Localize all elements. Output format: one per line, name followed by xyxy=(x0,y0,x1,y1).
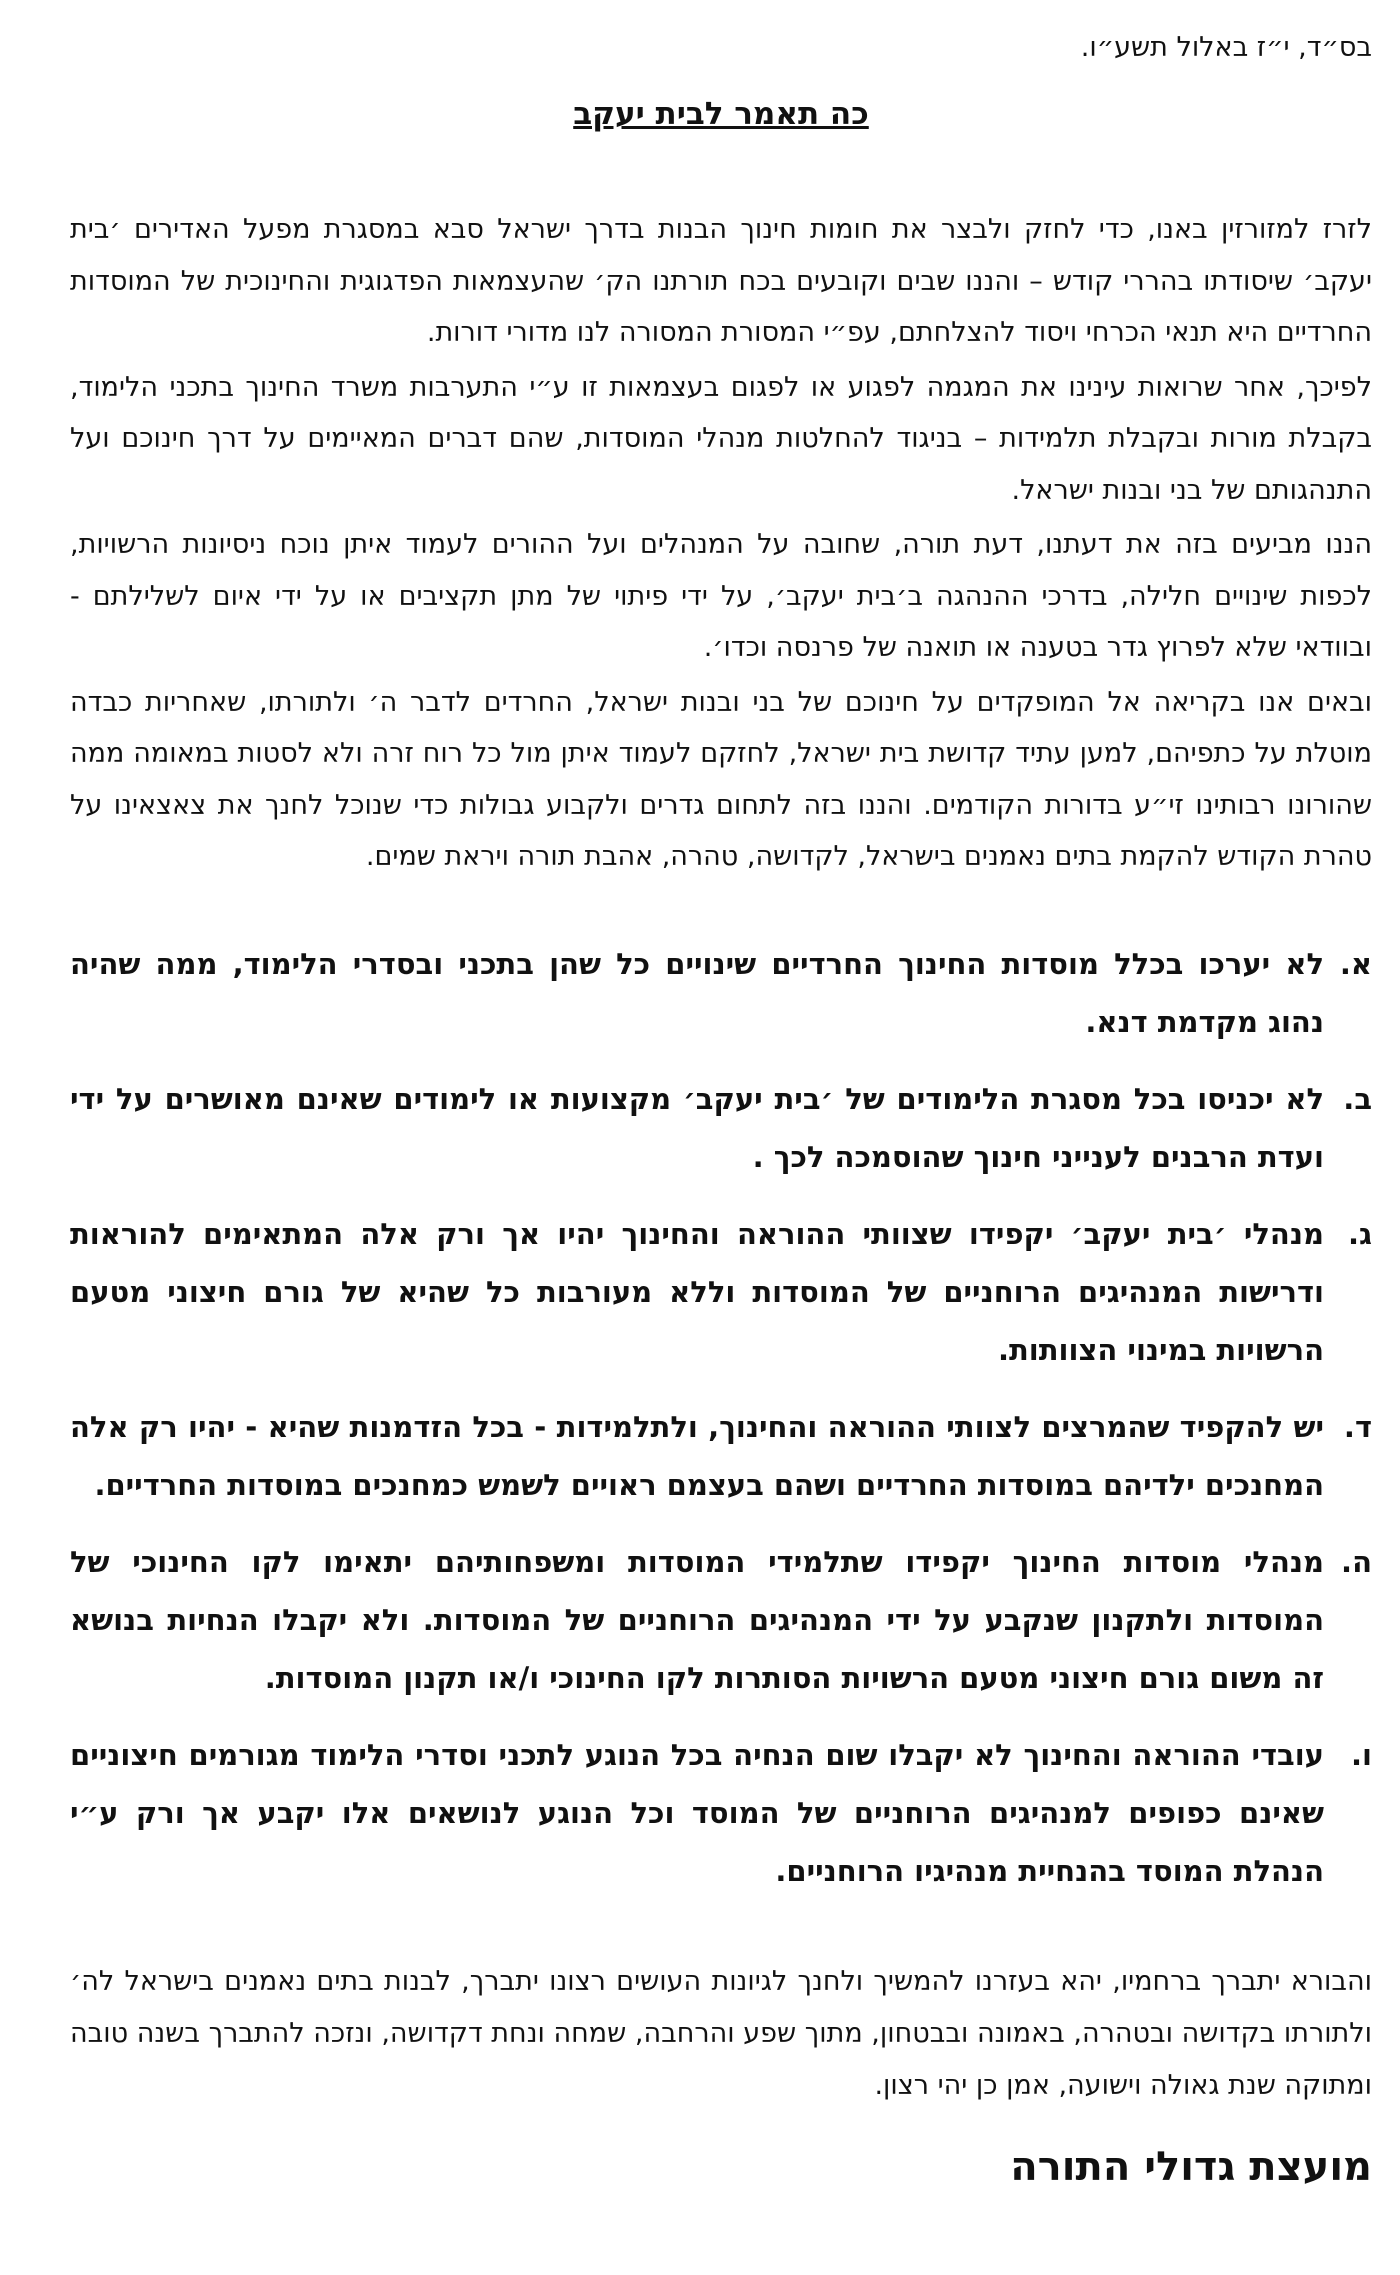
decision-letter: ד. xyxy=(1343,1409,1372,1444)
decision-text: עובדי ההוראה והחינוך לא יקבלו שום הנחיה בכל הנוגע לתכני וסדרי הלימוד מגורמים חיצוניים שאינם כפופים למנהיגים הרוחניים של המוסד וכל הנוגע לנושאים אלו יקבע אך ורק ע״י הנהלת המוסד בהנחיית מנהיגיו הרוחניים. xyxy=(70,1737,1324,1888)
decision-text: מנהלי ׳בית יעקב׳ יקפידו שצוותי ההוראה והחינוך יהיו אך ורק אלה המתאימים להוראות ודרישות המנהיגים הרוחניים של המוסדות וללא מעורבות כל שהיא של גורם חיצוני מטעם הרשויות במינוי הצוותות. xyxy=(70,1216,1324,1367)
decision-letter: ב. xyxy=(1343,1081,1372,1116)
decision-item xyxy=(70,1533,1372,1707)
intro-section xyxy=(70,204,1372,883)
signature: מועצת גדולי התורה xyxy=(1010,2143,1372,2190)
intro-paragraph: ובאים אנו בקריאה אל המופקדים על חינוכם של בני ובנות ישראל, החרדים לדבר ה׳ ולתורתו, שאחריות כבדה מוטלת על כתפיהם, למען עתיד קדושת בית ישראל, לחזקם לעמוד איתן מול כל רוח זרה ולא לסטות במאומה ממה שהורונו רבותינו זי״ע בדורות הקודמים. והננו בזה לתחום גדרים ולקבוע גבולות כדי שנוכל לחנך את צאצאינו על טהרת הקודש להקמת בתים נאמנים בישראל, לקדושה, טהרה, אהבת תורה ויראת שמים. xyxy=(70,686,1372,872)
decision-text: לא יכניסו בכל מסגרת הלימודים של ׳בית יעקב׳ מקצועות או לימודים שאינם מאושרים על ידי ועדת הרבנים לענייני חינוך שהוסמכה לכך . xyxy=(70,1081,1324,1174)
date-line: בס״ד, י״ז באלול תשע״ו. xyxy=(1080,32,1372,63)
closing-paragraph: והבורא יתברך ברחמיו, יהא בעזרנו להמשיך ולחנך לגיונות העושים רצונו יתברך, לבנות בתים נאמנים בישראל לה׳ ולתורתו בקדושה ובטהרה, באמונה ובבטחון, מתוך שפע והרחבה, שמחה ונחת דקדושה, ונזכה להתברך בשנה טובה ומתוקה שנת גאולה וישועה, אמן כן יהי רצון. xyxy=(70,1965,1372,2101)
decision-text: יש להקפיד שהמרצים לצוותי ההוראה והחינוך, ולתלמידות - בכל הזדמנות שהיא - יהיו רק אלה המחנכים ילדיהם במוסדות החרדיים ושהם בעצמם ראויים לשמש כמחנכים במוסדות החרדיים. xyxy=(70,1409,1324,1502)
decision-letter: ה. xyxy=(1341,1544,1372,1579)
decision-letter: ו. xyxy=(1351,1737,1372,1772)
intro-paragraph: הננו מביעים בזה את דעתנו, דעת תורה, שחובה על המנהלים ועל ההורים לעמוד איתן נוכח ניסיונות הרשויות, לכפות שינויים חלילה, בדרכי ההנהגה ב׳בית יעקב׳, על ידי פיתוי של מתן תקציבים או על ידי איום לשלילתם - ובוודאי שלא לפרוץ גדר בטענה או תואנה של פרנסה וכדו׳. xyxy=(70,529,1372,663)
decision-letter: ג. xyxy=(1348,1216,1372,1251)
decision-text: מנהלי מוסדות החינוך יקפידו שתלמידי המוסדות ומשפחותיהם יתאימו לקו החינוכי של המוסדות ולתקנון שנקבע על ידי המנהיגים הרוחניים של המוסדות. ולא יקבלו הנחיות בנושא זה משום גורם חיצוני מטעם הרשויות הסותרות לקו החינוכי ו/או תקנון המוסדות. xyxy=(70,1544,1324,1695)
decision-item xyxy=(70,1726,1372,1900)
decision-text: לא יערכו בכלל מוסדות החינוך החרדיים שינויים כל שהן בתכני ובסדרי הלימוד, ממה שהיה נהוג מקדמת דנא. xyxy=(70,946,1324,1039)
decision-item xyxy=(70,935,1372,1051)
decision-item xyxy=(70,1070,1372,1186)
decision-item xyxy=(70,1205,1372,1379)
document-title: כה תאמר לבית יעקב xyxy=(573,96,869,132)
decision-item xyxy=(70,1398,1372,1514)
intro-paragraph: לזרז למזורזין באנו, כדי לחזק ולבצר את חומות חינוך הבנות בדרך ישראל סבא במסגרת מפעל האדירים ׳בית יעקב׳ שיסודתו בהררי קודש – והננו שבים וקובעים בכח תורתנו הק׳ שהעצמאות הפדגוגית והחינוכית של המוסדות החרדיים היא תנאי הכרחי ויסוד להצלחתם, עפ״י המסורת המסורה לנו מדורי דורות. xyxy=(70,214,1372,348)
intro-paragraph: לפיכך, אחר שרואות עינינו את המגמה לפגוע או לפגום בעצמאות זו ע״י התערבות משרד החינוך בתכני הלימוד, בקבלת מורות ובקבלת תלמידות – בניגוד להחלטות מנהלי המוסדות, שהם דברים המאיימים על דרך חינוכם ועל התנהגותם של בני ובנות ישראל. xyxy=(70,371,1372,506)
decision-letter: א. xyxy=(1339,946,1372,981)
decision-list xyxy=(70,935,1372,1900)
